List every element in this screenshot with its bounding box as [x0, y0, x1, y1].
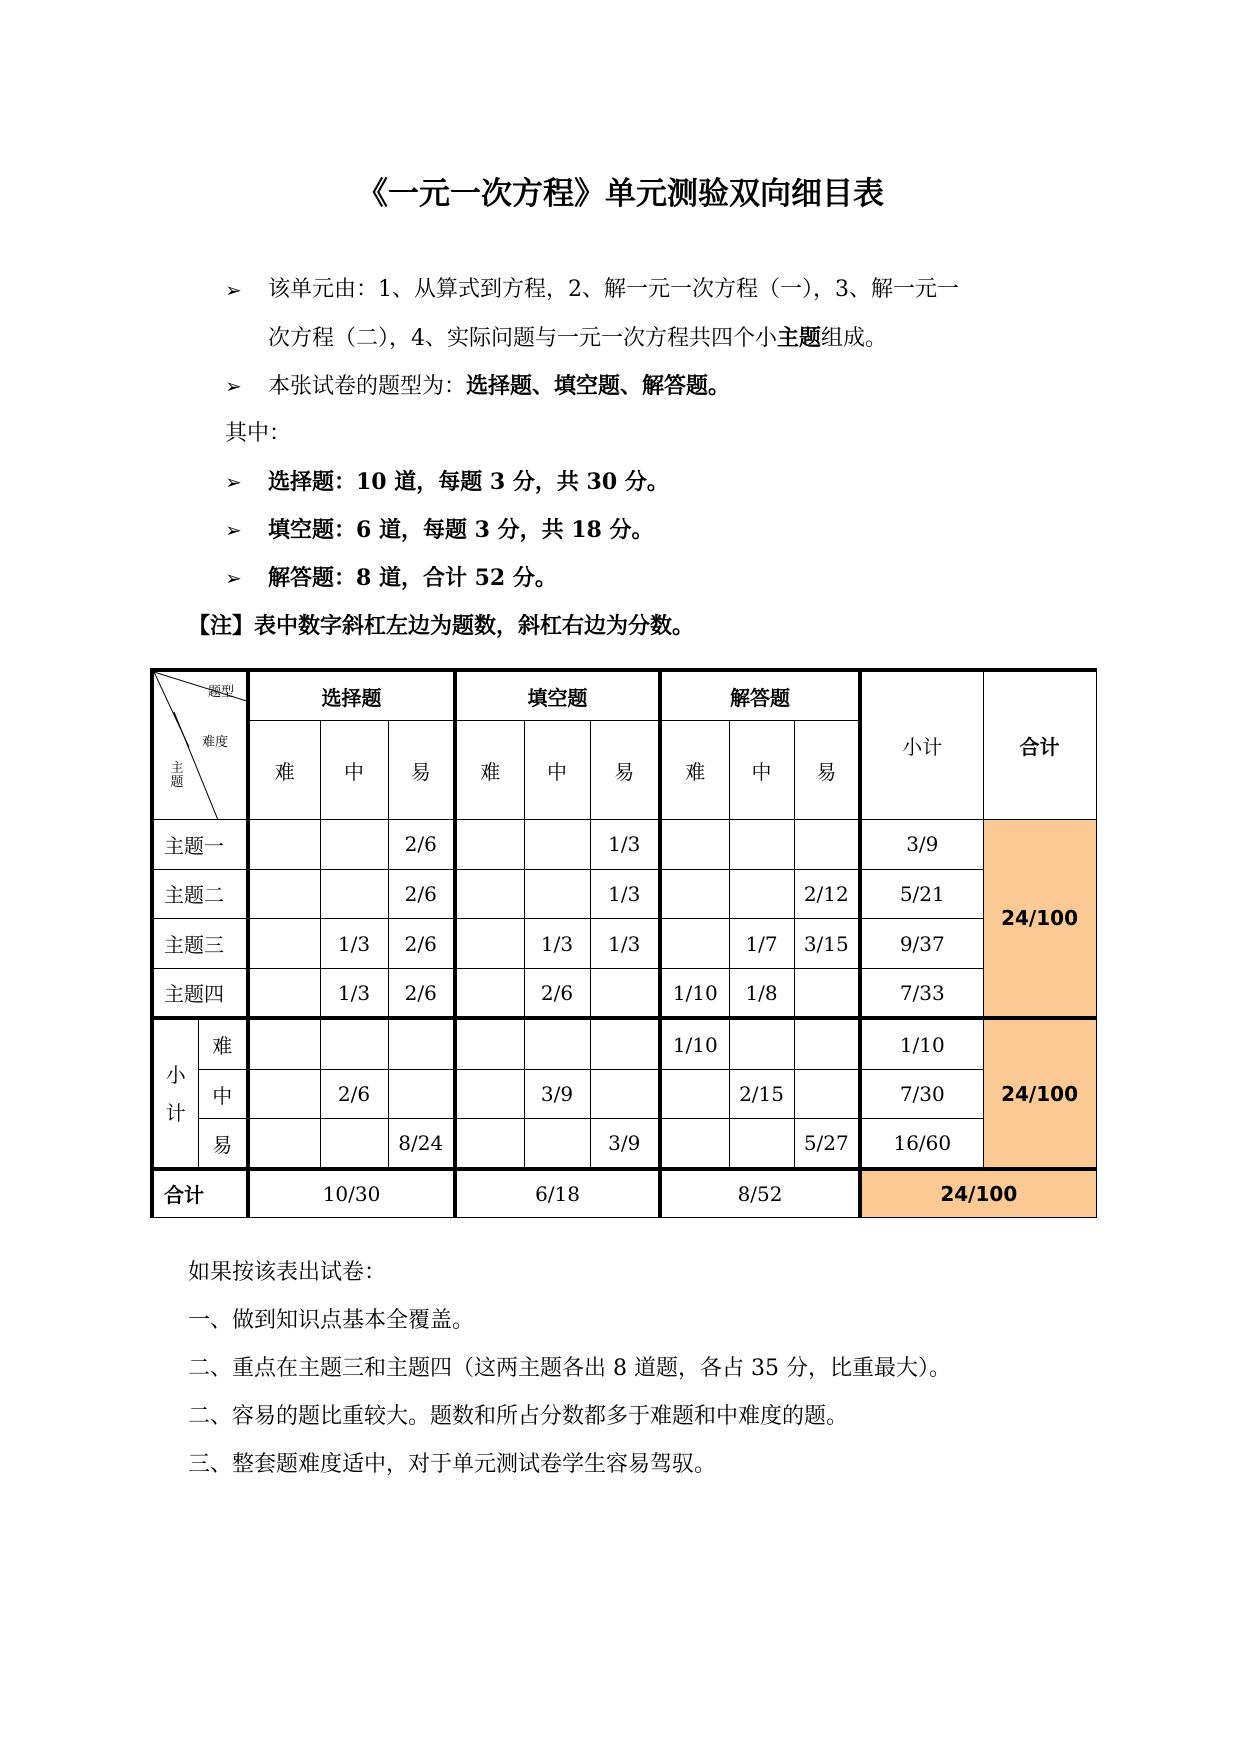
table-cell — [455, 1069, 524, 1119]
table-cell — [320, 1119, 388, 1169]
table-note: 【注】表中数字斜杠左边为题数，斜杠右边为分数。 — [188, 613, 695, 639]
table-cell — [455, 869, 524, 919]
table-cell — [590, 1069, 660, 1119]
intro-line-4: 其中： — [225, 421, 292, 446]
table-cell: 5/27 — [794, 1119, 860, 1169]
table-cell — [248, 1119, 320, 1169]
table-cell — [388, 1018, 455, 1069]
table-row — [152, 1018, 1096, 1069]
table-cell — [660, 1069, 729, 1119]
table-row — [152, 1119, 1096, 1169]
bullet-arrow-icon: ➢ — [225, 278, 242, 302]
intro-line-6: 填空题：6 道，每题 3 分，共 18 分。 — [268, 517, 654, 543]
table-cell: 3/15 — [794, 919, 860, 969]
difficulty-label: 难 — [198, 1018, 248, 1069]
conclusion-lead: 如果按该表出试卷： — [188, 1260, 387, 1285]
table-cell — [729, 869, 794, 919]
subtotal-header: 小计 — [860, 670, 983, 819]
difficulty-label: 易 — [198, 1119, 248, 1169]
topic-label: 主题三 — [152, 919, 248, 969]
table-cell: 1/10 — [660, 969, 729, 1019]
group-header-answer: 解答题 — [660, 670, 860, 721]
table-cell — [248, 969, 320, 1019]
intro-line-7: 解答题：8 道，合计 52 分。 — [268, 565, 557, 591]
corner-difficulty-label: 难度 — [201, 735, 228, 750]
subtotal-cell: 7/30 — [860, 1069, 983, 1119]
table-cell — [320, 819, 388, 869]
table-cell — [455, 819, 524, 869]
footer-total-fill: 6/18 — [455, 1169, 660, 1218]
level-header: 难 — [455, 721, 524, 820]
topic-label: 主题一 — [152, 819, 248, 869]
intro-line-5: 选择题：10 道，每题 3 分，共 30 分。 — [268, 469, 669, 495]
group-header-fill: 填空题 — [455, 670, 660, 721]
corner-topic-label: 主题 — [170, 761, 184, 790]
table-cell — [455, 969, 524, 1019]
group-header-choice: 选择题 — [248, 670, 455, 721]
intro-line-1: 该单元由：1、从算式到方程，2、解一元一次方程（一），3、解一元一 — [268, 277, 959, 302]
table-cell — [320, 869, 388, 919]
level-header: 易 — [590, 721, 660, 820]
table-row — [152, 1069, 1096, 1119]
table-cell — [388, 1069, 455, 1119]
table-cell: 2/6 — [388, 919, 455, 969]
table-cell — [590, 1018, 660, 1069]
subtotal-cell: 9/37 — [860, 919, 983, 969]
table-cell — [320, 1018, 388, 1069]
level-header: 难 — [248, 721, 320, 820]
subtotal-cell: 1/10 — [860, 1018, 983, 1069]
table-cell — [524, 869, 590, 919]
table-cell: 1/3 — [590, 919, 660, 969]
intro-line-3: 本张试卷的题型为：选择题、填空题、解答题。 — [268, 373, 731, 399]
table-cell: 1/3 — [590, 819, 660, 869]
table-cell — [729, 1119, 794, 1169]
intro-line-2: 次方程（二），4、实际问题与一元一次方程共四个小主题组成。 — [268, 325, 888, 351]
table-cell: 2/12 — [794, 869, 860, 919]
table-row — [152, 969, 1096, 1019]
table-cell — [794, 1018, 860, 1069]
subtotal-side-label: 小 计 — [152, 1018, 198, 1168]
subtotal-cell: 5/21 — [860, 869, 983, 919]
subtotal-cell: 7/33 — [860, 969, 983, 1019]
level-header: 中 — [729, 721, 794, 820]
table-cell — [524, 1119, 590, 1169]
level-header: 中 — [524, 721, 590, 820]
table-cell: 2/6 — [320, 1069, 388, 1119]
table-cell — [794, 1069, 860, 1119]
conclusion-item: 三、整套题难度适中，对于单元测试卷学生容易驾驭。 — [188, 1452, 717, 1477]
subtotal-cell: 3/9 — [860, 819, 983, 869]
table-cell: 1/3 — [320, 969, 388, 1019]
table-cell — [729, 819, 794, 869]
table-cell — [248, 1018, 320, 1069]
table-cell: 2/6 — [524, 969, 590, 1019]
detail-table — [150, 668, 1097, 1218]
table-cell — [794, 819, 860, 869]
corner-cell — [152, 670, 248, 819]
difficulty-total-cell: 24/100 — [983, 1018, 1096, 1168]
table-cell — [660, 869, 729, 919]
level-header: 易 — [794, 721, 860, 820]
subtotal-cell: 16/60 — [860, 1119, 983, 1169]
table-cell — [455, 919, 524, 969]
corner-type-label: 题型 — [207, 685, 234, 700]
level-header: 中 — [320, 721, 388, 820]
table-cell: 2/6 — [388, 819, 455, 869]
table-row — [152, 819, 1096, 869]
table-cell — [248, 1069, 320, 1119]
footer-label: 合计 — [152, 1169, 248, 1218]
table-cell — [248, 869, 320, 919]
page-title: 《一元一次方程》单元测验双向细目表 — [357, 176, 884, 212]
footer-total-answer: 8/52 — [660, 1169, 860, 1218]
total-header: 合计 — [983, 670, 1096, 819]
bullet-arrow-icon: ➢ — [225, 470, 242, 494]
table-cell — [248, 919, 320, 969]
table-cell — [524, 1018, 590, 1069]
table-cell: 3/9 — [590, 1119, 660, 1169]
conclusion-item: 二、重点在主题三和主题四（这两主题各出 8 道题，各占 35 分，比重最大）。 — [188, 1356, 951, 1381]
table-cell — [455, 1018, 524, 1069]
conclusion-item: 一、做到知识点基本全覆盖。 — [188, 1308, 475, 1333]
table-row — [152, 869, 1096, 919]
table-cell: 1/10 — [660, 1018, 729, 1069]
table-cell: 2/15 — [729, 1069, 794, 1119]
table-cell — [590, 969, 660, 1019]
table-cell: 8/24 — [388, 1119, 455, 1169]
level-header: 易 — [388, 721, 455, 820]
table-cell: 3/9 — [524, 1069, 590, 1119]
difficulty-label: 中 — [198, 1069, 248, 1119]
table-cell: 2/6 — [388, 969, 455, 1019]
topic-label: 主题四 — [152, 969, 248, 1019]
table-cell — [660, 819, 729, 869]
table-cell — [524, 819, 590, 869]
table-cell — [794, 969, 860, 1019]
table-cell: 1/7 — [729, 919, 794, 969]
bullet-arrow-icon: ➢ — [225, 518, 242, 542]
table-cell — [248, 819, 320, 869]
grand-total-cell: 24/100 — [860, 1169, 1096, 1218]
table-cell — [729, 1018, 794, 1069]
table-cell: 1/3 — [590, 869, 660, 919]
topic-label: 主题二 — [152, 869, 248, 919]
table-cell — [660, 1119, 729, 1169]
level-header: 难 — [660, 721, 729, 820]
table-cell: 1/3 — [320, 919, 388, 969]
table-cell: 1/3 — [524, 919, 590, 969]
table-row — [152, 1169, 1096, 1218]
table-cell — [660, 919, 729, 969]
conclusion-item: 二、容易的题比重较大。题数和所占分数都多于难题和中难度的题。 — [188, 1404, 849, 1429]
table-cell: 1/8 — [729, 969, 794, 1019]
table-cell — [455, 1119, 524, 1169]
table-row — [152, 919, 1096, 969]
bullet-arrow-icon: ➢ — [225, 566, 242, 590]
bullet-arrow-icon: ➢ — [225, 374, 242, 398]
topics-total-cell: 24/100 — [983, 819, 1096, 1018]
footer-total-choice: 10/30 — [248, 1169, 455, 1218]
table-cell: 2/6 — [388, 869, 455, 919]
